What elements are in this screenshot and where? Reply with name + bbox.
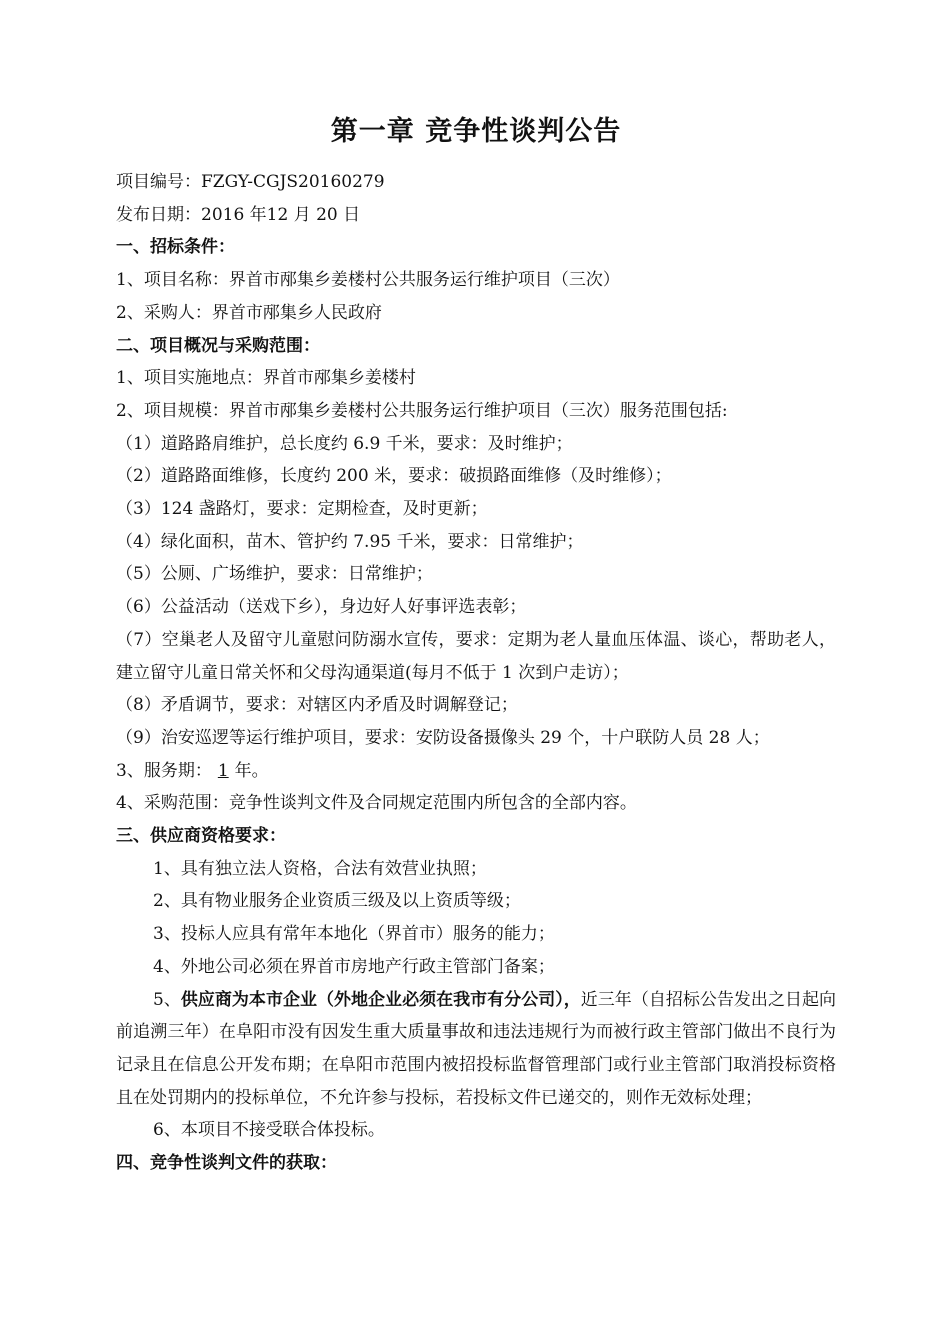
chapter-title: 第一章 竞争性谈判公告 [330, 116, 622, 147]
publish-date: 发布日期：2016 年12 月 20 日 [116, 204, 361, 225]
scope-item: （2）道路路面维修，长度约 200 米，要求：破损路面维修（及时维修）； [116, 466, 672, 487]
procurement-range: 4、采购范围：竞争性谈判文件及合同规定范围内所包含的全部内容。 [116, 793, 637, 814]
qualification-item: 3、投标人应具有常年本地化（界首市）服务的能力； [153, 924, 555, 945]
document-page [116, 110, 836, 1180]
service-period-value: 1 [217, 760, 229, 781]
service-period-unit: 年。 [234, 760, 269, 781]
qualification-item-5-text: 近三年（自招标公告发出之日起向前追溯三年）在阜阳市没有因发生重大质量事故和违法违规行为而被行政主管部门做出不良行为记录且在信息公开发布期；在阜阳市范围内被招投标监督管理部门或行业主管部门取消投标资格且在处罚期内的投标单位，不允许参与投标，若投标文件已递交的，则作无效标处理； [116, 989, 837, 1108]
scope-item: （4）绿化面积，苗木、管护约 7.95 千米，要求：日常维护； [116, 531, 584, 552]
project-number: 项目编号：FZGY-CGJS20160279 [116, 172, 385, 192]
scope-item: （5）公厕、广场维护，要求：日常维护； [116, 564, 433, 585]
section-4-heading: 四、竞争性谈判文件的获取： [116, 1153, 337, 1174]
scope-item: （6）公益活动（送戏下乡），身边好人好事评选表彰； [116, 597, 527, 618]
section-1-item: 1、项目名称：界首市邴集乡姜楼村公共服务运行维护项目（三次） [116, 270, 620, 291]
section-1-item: 2、采购人：界首市邴集乡人民政府 [116, 302, 382, 323]
qualification-item-6: 6、本项目不接受联合体投标。 [153, 1120, 385, 1141]
qualification-item-5-bold: 供应商为本市企业（外地企业必须在我市有分公司）， [180, 989, 581, 1010]
project-location: 1、项目实施地点：界首市邴集乡姜楼村 [116, 368, 416, 389]
section-1-heading: 一、招标条件： [116, 237, 235, 258]
qualification-item-5-number: 5、 [153, 989, 181, 1010]
section-3-heading: 三、供应商资格要求： [116, 826, 286, 847]
scope-item-9: （9）治安巡逻等运行维护项目，要求：安防设备摄像头 29 个，十户联防人员 28 人； [116, 727, 770, 748]
project-scale: 2、项目规模：界首市邴集乡姜楼村公共服务运行维护项目（三次）服务范围包括: [116, 400, 728, 421]
qualification-item: 4、外地公司必须在界首市房地产行政主管部门备案； [153, 956, 555, 977]
scope-item: （3）124 盏路灯，要求：定期检查，及时更新； [116, 499, 488, 520]
qualification-item: 2、具有物业服务企业资质三级及以上资质等级； [153, 891, 521, 912]
scope-item-7: （7）空巢老人及留守儿童慰问防溺水宣传，要求：定期为老人量血压体温、谈心，帮助老人，建立留守儿童日常关怀和父母沟通渠道(每月不低于 1 次到户走访）； [116, 629, 836, 683]
scope-item-8: （8）矛盾调节，要求：对辖区内矛盾及时调解登记； [116, 695, 518, 716]
qualification-item: 1、具有独立法人资格，合法有效营业执照； [153, 858, 487, 879]
scope-item: （1）道路路肩维护，总长度约 6.9 千米，要求：及时维护； [116, 433, 573, 454]
qualification-item-5 [116, 984, 836, 1115]
service-period [116, 755, 836, 788]
section-2-heading: 二、项目概况与采购范围： [116, 335, 320, 356]
service-period-label: 3、服务期： [116, 760, 212, 781]
